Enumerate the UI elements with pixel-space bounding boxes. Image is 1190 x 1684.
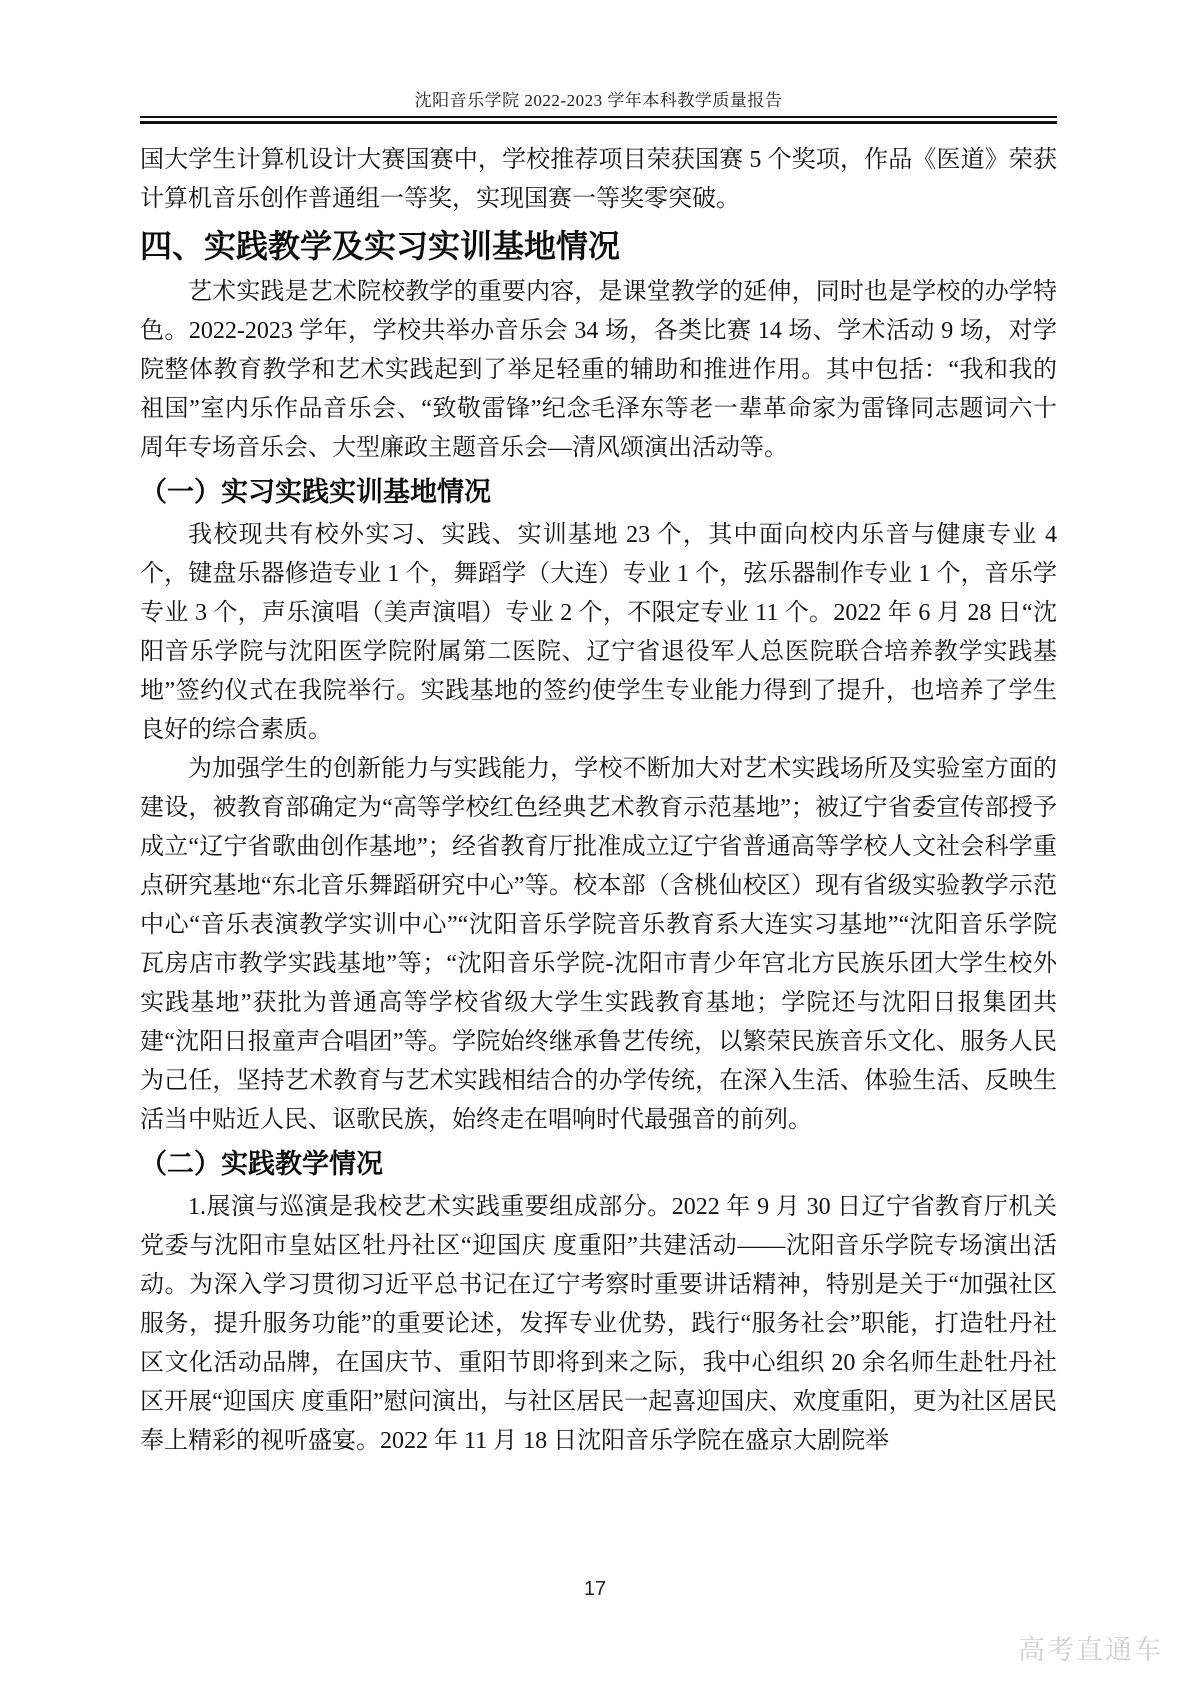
subsection-heading-training-bases: （一）实习实践实训基地情况 [140, 477, 491, 507]
page-number: 17 [583, 1578, 607, 1600]
watermark-text: 高考直通车 [1018, 1635, 1163, 1665]
document-body [140, 141, 1057, 1461]
running-header-title: 沈阳音乐学院 2022-2023 学年本科教学质量报告 [414, 91, 783, 110]
subsection-heading-practice-teaching-status: （二）实践教学情况 [140, 1149, 383, 1179]
section-heading-practice-teaching: 四、实践教学及实习实训基地情况 [140, 228, 621, 264]
practice-teaching-paragraph: 1.展演与巡演是我校艺术实践重要组成部分。2022 年 9 月 30 日辽宁省教育厅机关党委与沈阳市皇姑区牡丹社区“迎国庆 度重阳”共建活动——沈阳音乐学院专场演出活动。为深入学习贯彻习近平总书记在辽宁考察时重要讲话精神，特别是关于“加强社区服务，提升服务功能”的重要论述，发挥专业优势，践行“服务社会”职能，打造牡丹社区文化活动品牌，在国庆节、重阳节即将到来之际，我中心组织 20 余名师生赴牡丹社区开展“迎国庆 度重阳”慰问演出，与社区居民一起喜迎国庆、欢度重阳，更为社区居民奉上精彩的视听盛宴。2022 年 11 月 18 日沈阳音乐学院在盛京大剧院举 [140, 1194, 1057, 1454]
training-bases-paragraph-2: 为加强学生的创新能力与实践能力，学校不断加大对艺术实践场所及实验室方面的建设，被教育部确定为“高等学校红色经典艺术教育示范基地”；被辽宁省委宣传部授予成立“辽宁省歌曲创作基地”；经省教育厅批准成立辽宁省普通高等学校人文社会科学重点研究基地“东北音乐舞蹈研究中心”等。校本部（含桃仙校区）现有省级实验教学示范中心“音乐表演教学实训中心”“沈阳音乐学院音乐教育系大连实习基地”“沈阳音乐学院瓦房店市教学实践基地”等；“沈阳音乐学院-沈阳市青少年宫北方民族乐团大学生校外实践基地”获批为普通高等学校省级大学生实践教育基地；学院还与沈阳日报集团共建“沈阳日报童声合唱团”等。学院始终继承鲁艺传统，以繁荣民族音乐文化、服务人民为己任，坚持艺术教育与艺术实践相结合的办学传统，在深入生活、体验生活、反映生活当中贴近人民、讴歌民族，始终走在唱响时代最强音的前列。 [140, 756, 1057, 1133]
training-bases-paragraph-1: 我校现共有校外实习、实践、实训基地 23 个，其中面向校内乐音与健康专业 4 个，键盘乐器修造专业 1 个，舞蹈学（大连）专业 1 个，弦乐器制作专业 1 个，音乐学专业 3 个，声乐演唱（美声演唱）专业 2 个，不限定专业 11 个。2022 年 6 月 28 日“沈阳音乐学院与沈阳医学院附属第二医院、辽宁省退役军人总医院联合培养教学实践基地”签约仪式在我院举行。实践基地的签约使学生专业能力得到了提升，也培养了学生良好的综合素质。 [140, 522, 1057, 743]
overview-paragraph: 艺术实践是艺术院校教学的重要内容，是课堂教学的延伸，同时也是学校的办学特色。2022-2023 学年，学校共举办音乐会 34 场，各类比赛 14 场、学术活动 9 场，对学院整体教育教学和艺术实践起到了举足轻重的辅助和推进作用。其中包括：“我和我的祖国”室内乐作品音乐会、“致敬雷锋”纪念毛泽东等老一辈革命家为雷锋同志题词六十周年专场音乐会、大型廉政主题音乐会—清风颂演出活动等。 [140, 279, 1057, 461]
header-rule [140, 116, 1057, 124]
continuation-paragraph: 国大学生计算机设计大赛国赛中，学校推荐项目荣获国赛 5 个奖项，作品《医道》荣获计算机音乐创作普通组一等奖，实现国赛一等奖零突破。 [140, 147, 1057, 212]
